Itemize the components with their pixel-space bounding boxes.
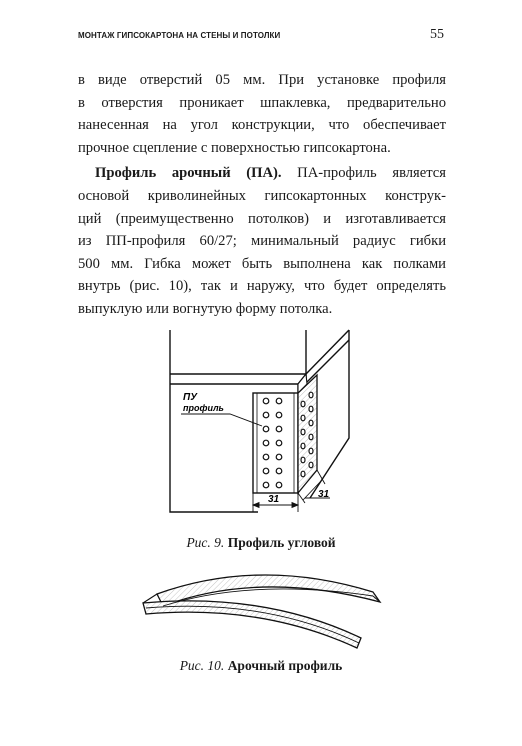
figure-10-title: Арочный профиль	[227, 658, 343, 673]
text-line: в виде отверстий 05 мм. При установке профиля	[78, 72, 446, 88]
term-definition-start: ПА-профиль является	[281, 165, 446, 182]
figure-10-number: Рис. 10.	[179, 658, 225, 673]
term-heading: Профиль арочный (ПА).	[95, 165, 282, 182]
dimension-front-label: 31	[268, 494, 280, 505]
text-line: в отверстия проникает шпаклевка, предварительно	[78, 94, 446, 111]
figure-9-title: Профиль угловой	[227, 535, 336, 550]
text-line: выпуклую или вогнутую форму потолка.	[78, 300, 333, 317]
profile-label-1: ПУ	[183, 392, 197, 403]
text-line: ций (преимущественно потолков) и изготавливается	[78, 210, 446, 227]
text-line: из ПП-профиля 60/27; минимальный радиус гибки	[78, 233, 446, 250]
dimension-side-label: 31	[318, 489, 330, 500]
text-line: основой криволинейных гипсокартонных конструк-	[78, 187, 446, 204]
figure-10-caption	[0, 658, 522, 674]
text-line: нанесенная на угол конструкции, что обеспечивает	[78, 117, 446, 134]
figure-9-number: Рис. 9.	[186, 535, 225, 550]
text-line: 500 мм. Гибка может быть выполнена как полками	[78, 255, 446, 272]
text-line: прочное сцепление с поверхностью гипсокартона.	[78, 139, 391, 156]
running-head: МОНТАЖ ГИПСОКАРТОНА НА СТЕНЫ И ПОТОЛКИ	[78, 30, 281, 40]
arch-lower-flange	[143, 601, 361, 648]
profile-label-2: профиль	[183, 403, 224, 413]
text-line: внутрь (рис. 10), так и наружу, что будет определять	[78, 278, 446, 295]
page-number: 55	[430, 27, 444, 42]
